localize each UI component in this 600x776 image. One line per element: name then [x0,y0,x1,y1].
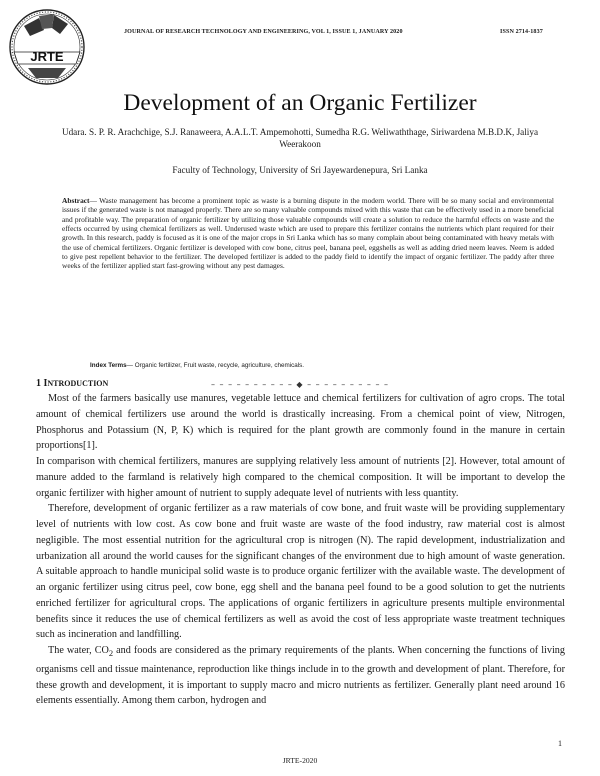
issn: ISSN 2714-1837 [500,29,543,35]
journal-line: JOURNAL OF RESEARCH TECHNOLOGY AND ENGINEERING, VOL 1, ISSUE 1, JANUARY 2020 [124,29,403,35]
journal-logo [6,6,88,88]
index-terms [90,362,550,369]
index-terms-label: Index Terms [90,362,127,369]
section-title-rest: NTRODUCTION [47,379,109,388]
paragraph-1: Most of the farmers basically use manures, vegetable lettuce and chemical fertilizers for cultivation of agro crops. The total amount of chemical fertilizers use around the world is drastically increasing. From a chemical point of view, Nitrogen, Phosphorus and Potassium (N, P, K) which is required for the plant growth are commonly found in the manure in certain proportions[1]. [36,393,565,452]
section-number: 1 [36,378,41,389]
section-divider: – – – – – – – – – – ◆ – – – – – – – – – – [210,380,389,389]
page-number: 1 [558,739,562,748]
affiliation: Faculty of Technology, University of Sri Jayewardenepura, Sri Lanka [172,165,428,175]
paragraph-4-start: The water, CO [48,645,109,656]
abstract [62,196,554,271]
section-heading [36,378,108,389]
abstract-text: Waste management has become a prominent topic as waste is a burning dispute in the modern world. There will be so many social and environmental issues if the generated waste is not managed properly. There are so many valuable compounds mixed with this waste that can be effectively used in a more beneficial and profitable way. The preparation of organic fertilizer by utilizing those valuable compounds will create a solution to reduce the harmful effects on waste and the effects occurred by using chemical fertilizers as well. Underused waste which are used to prepare this fertilizer contains the nutrients which plant required for their growth. In this research, paddy is focused as it is one of the major crops in Sri Lanka which has so many complain about being contaminated with heavy metals with the use of chemical fertilizers. Organic fertilizer is developed with cow bone, citrus peel, banana peel, eggshells as well as adding dried neem leaves. Neem is added to give pest repellent behavior to the fertilizer. The developed fertilizer is added to the paddy field to identify the impact of organic fertilizer. The paddy after three weeks of the fertilizer applied start fast-growing without any pest damages. [62,196,554,271]
index-terms-text: Organic fertilizer, Fruit waste, recycle, agriculture, chemicals. [134,362,305,369]
author-list: Udara. S. P. R. Arachchige, S.J. Ranaweera, A.A.L.T. Ampemohotti, Sumedha R.G. Weliwaththage, Siriwardena M.B.D.K, Jaliya Weerakoon [61,127,539,149]
section-body [36,391,565,709]
abstract-dash: — [89,196,100,205]
paragraph-4-rest: and foods are considered as the primary requirements of the plants. When concerning the functions of living organisms cell and tissue maintenance, reproduction like things include in to the growth and development of plant. Therefore, for these growth and development, it is important to supply macro and micro nutrients as fertilizer. Generally plant need around 16 elements essentially. Among them carbon, hydrogen and [36,645,565,707]
paragraph-3: Therefore, development of organic fertilizer as a raw materials of cow bone, and fruit waste will be providing supplementary level of nutrients with low cost. As cow bone and fruit waste are waste of the food industry, raw material cost is almost negligible. The most essential nutrition for the agricultural crop is nitrogen (N). The rapid development, industrialization and urbanization all around the world causes for the significant changes of the environment due to high amount of waste generation. A suitable approach to handle municipal solid waste is to produce organic fertilizer with the available waste. The development of an organic fertilizer using citrus peel, cow bone, egg shell and the banana peel found to be a good solution to get the nutrients enriched fertilizer for agricultural crops. The applications of organic fertilizers in agriculture presents multiple environmental benefits since it reduces the use of chemical fertilizers as well as avoid the cost of less appropriate waste treatment techniques such as incineration and landfilling. [36,503,565,641]
paper-title: Development of an Organic Fertilizer [123,90,477,116]
journal-header [124,29,564,35]
index-terms-dash: — [126,362,135,369]
svg-text:JRTE: JRTE [30,49,64,64]
paragraph-2: In comparison with chemical fertilizers, manures are supplying relatively less amount of nutrients [2]. However, total amount of manure added to the farmland is relatively high compared to the chemical composition. It will be important to develop the organic fertilizer with higher amount of nutrient to supply adequate level of nutrients with less quantity. [36,456,565,499]
abstract-label: Abstract [62,196,90,205]
page-footer: JRTE-2020 [282,756,318,765]
jrte-logo-icon [6,6,88,88]
co2-subscript: 2 [108,648,114,659]
paragraph-4 [36,643,565,709]
section-initial: I [43,378,48,389]
